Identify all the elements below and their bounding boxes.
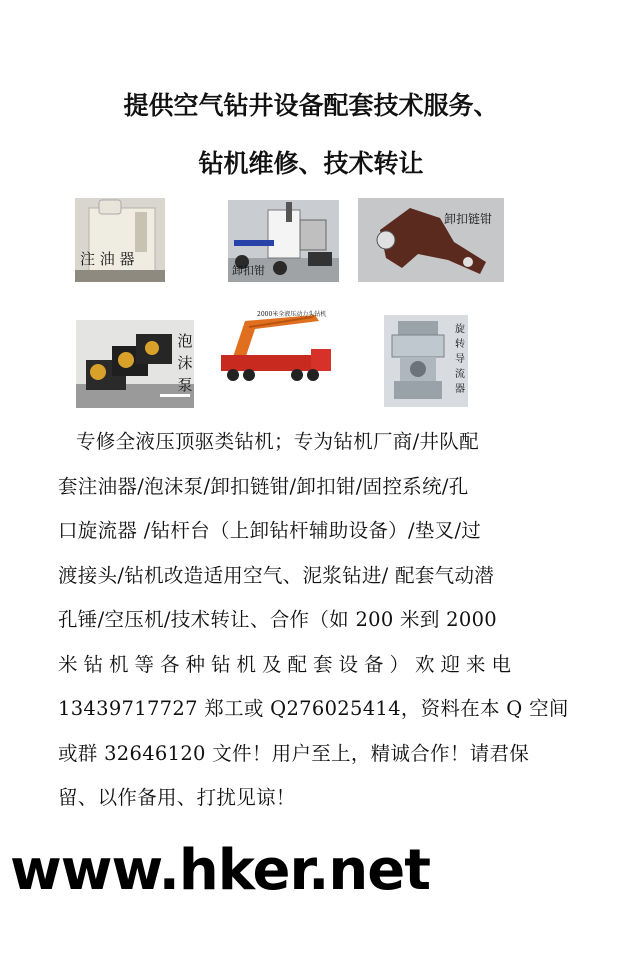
service-description: [58, 420, 578, 821]
foam-pump-caption: 泡 沫 泵: [177, 332, 193, 394]
diverter-caption: 旋 转 导 流 器: [455, 324, 465, 395]
drill-rig-photo: [215, 307, 341, 389]
body-line: 专修全液压顶驱类钻机；专为钻机厂商/井队配: [76, 430, 479, 453]
oiler-photo: [75, 198, 165, 282]
body-line: 套注油器/泡沫泵/卸扣链钳/卸扣钳/固控系统/孔: [58, 474, 469, 498]
body-line: 13439717727 郑工或 Q276025414，资料在本 Q 空间: [58, 697, 569, 720]
body-line: 渡接头/钻机改造适用空气、泥浆钻进/ 配套气动潜: [58, 563, 495, 587]
breakout-tong-caption: 卸扣钳: [232, 264, 265, 277]
headline-line-2: 钻机维修、技术转让: [198, 149, 424, 178]
chain-tong-caption: 卸扣链钳: [444, 212, 493, 226]
body-line: 留、以作备用、打扰见谅！: [58, 786, 296, 809]
oiler-caption: 注 油 器: [80, 250, 135, 268]
headline-line-1: 提供空气钻井设备配套技术服务、: [123, 91, 499, 120]
body-line: 口旋流器 /钻杆台（上卸钻杆辅助设备）/垫叉/过: [58, 519, 482, 542]
drill-rig-banner: 2000米全液压动力头钻机: [257, 311, 327, 318]
body-line: 孔锤/空压机/技术转让、合作（如 200 米到 2000: [58, 608, 497, 631]
body-line: 米钻机等各种钻机及配套设备）欢迎来电: [58, 652, 518, 676]
body-line: 或群 32646120 文件！用户至上，精诚合作！请君保: [58, 741, 530, 765]
website-link[interactable]: www.hker.net: [10, 838, 431, 903]
